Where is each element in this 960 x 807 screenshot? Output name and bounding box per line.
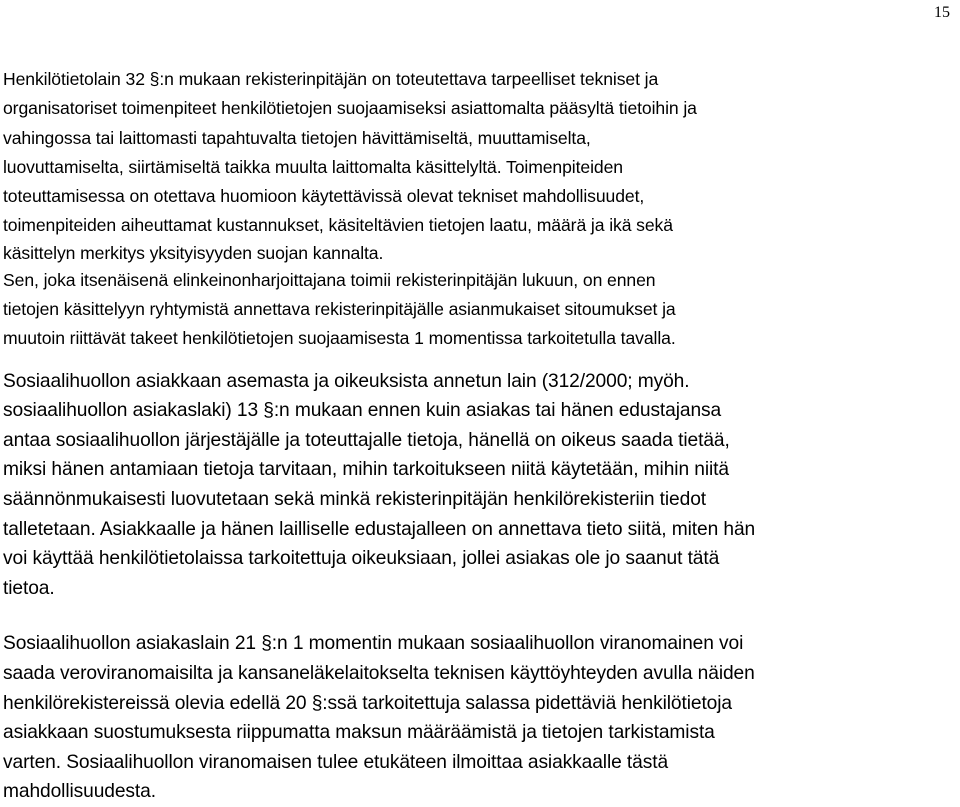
text-line: luovuttamiselta, siirtämiseltä taikka muulta laittomalta käsittelyltä. Toimenpiteiden (3, 156, 623, 177)
text-line: voi käyttää henkilötietolaissa tarkoitettuja oikeuksiaan, jollei asiakas ole jo saanut tätä (3, 548, 720, 570)
text-line: Sosiaalihuollon asiakaslain 21 §:n 1 momentin mukaan sosiaalihuollon viranomainen voi (3, 633, 744, 655)
paragraph-data-protection-measures (3, 65, 957, 266)
page-number: 15 (934, 4, 950, 21)
text-line: tietojen käsittelyyn ryhtymistä annettava rekisterinpitäjälle asianmukaiset sitoumukset ja (3, 299, 676, 320)
document-body (3, 65, 957, 807)
text-line: toimenpiteiden aiheuttamat kustannukset, käsiteltävien tietojen laatu, määrä ja ikä sekä (3, 215, 673, 236)
text-line: Sosiaalihuollon asiakkaan asemasta ja oikeuksista annetun lain (312/2000; myöh. (3, 370, 690, 392)
text-line: sosiaalihuollon asiakaslaki) 13 §:n mukaan ennen kuin asiakas tai hänen edustajansa (3, 400, 722, 422)
text-line: henkilörekistereissä olevia edellä 20 §:ssä tarkoitettuja salassa pidettäviä henkilötietoja (3, 692, 732, 714)
text-line: Sen, joka itsenäisenä elinkeinonharjoittajana toimii rekisterinpitäjän lukuun, on ennen (3, 269, 656, 290)
text-line: käsittelyn merkitys yksityisyyden suojan kannalta. (3, 242, 384, 263)
paragraph-client-act-section-13 (3, 367, 957, 604)
text-line: miksi hänen antamiaan tietoja tarvitaan, mihin tarkoitukseen niitä käytetään, mihin niitä (3, 459, 729, 481)
text-line: Henkilötietolain 32 §:n mukaan rekisterinpitäjän on toteutettava tarpeelliset tekniset ja (3, 69, 659, 89)
text-line: säännönmukaisesti luovutetaan sekä minkä rekisterinpitäjän henkilörekisteriin tiedot (3, 489, 706, 511)
text-line: tietoa. (3, 577, 55, 599)
paragraph-independent-operator (3, 266, 957, 354)
text-line: saada veroviranomaisilta ja kansaneläkelaitokselta teknisen käyttöyhteyden avulla näiden (3, 663, 755, 685)
paragraph-client-act-section-21 (3, 629, 957, 807)
text-line: organisatoriset toimenpiteet henkilötietojen suojaamiseksi asiattomalta pääsyltä tietoihin ja (3, 98, 697, 119)
text-line: antaa sosiaalihuollon järjestäjälle ja toteuttajalle tietoja, hänellä on oikeus saada tietää, (3, 429, 730, 451)
text-line: asiakkaan suostumuksesta riippumatta maksun määräämistä ja tietojen tarkistamista (3, 722, 715, 744)
text-line: muutoin riittävät takeet henkilötietojen suojaamisesta 1 momentissa tarkoitetulla tavalla. (3, 328, 676, 349)
text-line: talletetaan. Asiakkaalle ja hänen lailliselle edustajalleen on annettava tieto siitä, miten hän (3, 518, 756, 540)
text-line: varten. Sosiaalihuollon viranomaisen tulee etukäteen ilmoittaa asiakkaalle tästä (3, 751, 669, 773)
text-line: vahingossa tai laittomasti tapahtuvalta tietojen hävittämiseltä, muuttamiselta, (3, 127, 591, 148)
text-line: mahdollisuudesta. (3, 781, 156, 803)
text-line: toteuttamisessa on otettava huomioon käytettävissä olevat tekniset mahdollisuudet, (3, 186, 645, 207)
